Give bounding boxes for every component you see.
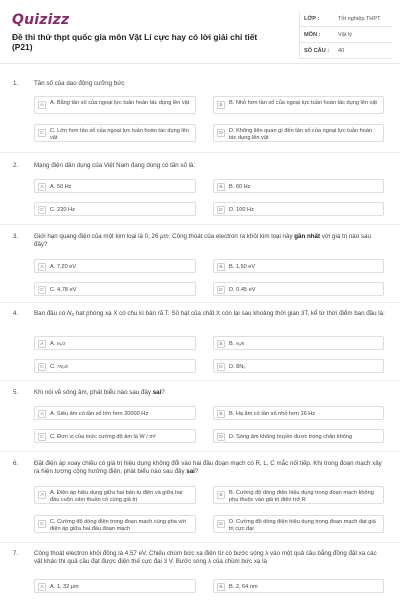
option-d[interactable] (213, 359, 384, 373)
question-text-part: ? (161, 389, 165, 396)
option-text: D. Không liên quan gì đến tần số của ngoại lực tuần hoàn tác dụng lên vật (229, 128, 373, 141)
header-divider (0, 63, 400, 64)
option-text: C. 220 Hz (50, 206, 75, 213)
page-title: Đề thi thử thpt quốc gia môn Vật Lí cực hay có lời giải chi tiết (P21) (12, 32, 258, 52)
meta-table (299, 11, 392, 59)
option-text: B. Nhỏ hơn tần số của ngoại lực tuần hoàn tác dụng lên vật (229, 100, 377, 106)
option-letter-box: D (217, 129, 225, 137)
meta-value: 40 (338, 47, 345, 54)
option-text: C. Cường độ dòng điện trong đoạn mạch cùng pha với điện áp giữa hai đầu đoạn mạch (50, 519, 187, 532)
unit-symbol: μm (70, 583, 79, 590)
emphasis-text: sai (186, 468, 195, 476)
option-text: B. Hạ âm có tần số nhỏ hơn 16 Hz (229, 410, 316, 417)
option-b[interactable] (213, 579, 384, 593)
option-text: C. Lớn hơn tần số của ngoại lực tuần hoàn tác dụng lên vật (50, 128, 189, 141)
option-letter-box: D (217, 433, 225, 441)
math-symbol: N₀ (67, 310, 75, 317)
option-c[interactable] (34, 202, 196, 216)
option-letter-box: A (38, 340, 46, 348)
option-letter-box: D (217, 520, 225, 528)
quizizz-logo: Quizizz (12, 12, 70, 28)
option-text: D. 100 Hz (229, 206, 254, 213)
question-divider (0, 380, 400, 381)
option-c[interactable] (34, 124, 196, 142)
meta-row-count (300, 43, 392, 59)
option-letter-box: A (38, 101, 46, 109)
question-text-part: ? (194, 468, 199, 476)
question-text (34, 233, 386, 250)
option-label: A. 1, 32 (50, 583, 70, 590)
option-letter-box: A (38, 183, 46, 191)
option-letter-box: B (217, 410, 225, 418)
option-text: B. 60 Hz (229, 183, 251, 190)
option-b[interactable] (213, 259, 384, 273)
option-text (229, 584, 379, 591)
option-a[interactable] (34, 579, 196, 593)
question-number: 2. (13, 162, 19, 169)
option-label: C. (50, 363, 56, 370)
option-letter-box: C (38, 286, 46, 294)
meta-row-subject (300, 27, 392, 43)
option-text: C. 4,78 eV (50, 286, 77, 293)
option-b[interactable] (213, 336, 384, 350)
option-letter-box: A (38, 491, 46, 499)
option-letter-box: B (217, 263, 225, 271)
option-text: B. Cường độ dòng điện hiệu dụng trong đoạn mạch không phụ thuộc vào giá trị điện trở R (229, 490, 374, 503)
option-d[interactable] (213, 515, 384, 533)
option-letter-box: C (38, 520, 46, 528)
question-text (34, 460, 386, 477)
option-d[interactable] (213, 202, 384, 216)
question-divider (0, 451, 400, 452)
option-text (50, 584, 191, 591)
option-c[interactable] (34, 359, 196, 373)
question-number: 7. (13, 550, 19, 557)
option-letter-box: D (217, 206, 225, 214)
unit-symbol: μm (160, 233, 169, 240)
option-text: D. Sóng âm không truyền được trong chân không (229, 433, 353, 440)
math-fraction: N₀/3 (56, 340, 66, 346)
question-number: 6. (13, 460, 19, 467)
option-label: B. (229, 340, 235, 347)
question-divider (0, 542, 400, 543)
question-text-part: Đặt điện áp xoay chiều có giá trị hiệu dụng không đổi vào hai đầu đoạn mạch có R, L, C mắc nối tiếp. Khi trong đoạn mạch xảy ra hiện tượng cộng hưởng điện, phát biểu nào sau đây (34, 460, 382, 476)
option-letter-box: D (217, 286, 225, 294)
option-a[interactable] (34, 336, 196, 350)
option-c[interactable] (34, 429, 196, 443)
option-c[interactable] (34, 282, 196, 296)
emphasis-text: gần nhất (294, 233, 321, 240)
question-number: 4. (13, 310, 19, 317)
option-d[interactable] (213, 429, 384, 443)
question-divider (0, 224, 400, 225)
option-text (50, 364, 191, 371)
question-text-part: Ban đầu có (34, 310, 68, 317)
question-text-part: Khi nói về sóng âm, phát biểu nào sau đây (34, 389, 153, 396)
meta-row-class (300, 11, 392, 27)
option-text: C. Đơn vị của mức cường độ âm là W / m² (50, 433, 156, 440)
option-text: B. 1,50 eV (229, 263, 256, 270)
math-fraction: 7N₀/8 (57, 363, 68, 369)
option-letter-box: B (217, 101, 225, 109)
question-text (34, 310, 386, 318)
question-text-part: Giới hạn quang điện của một kim loại là 0, 26 (34, 233, 161, 240)
option-text: D. 8N₀ (229, 363, 246, 370)
option-label: B. 2, 64 (229, 583, 249, 590)
question-number: 1. (13, 80, 19, 87)
meta-key: SỐ CÂU : (304, 47, 330, 54)
option-b[interactable] (213, 96, 384, 114)
question-text (34, 389, 386, 397)
option-text: A. 50 Hz (50, 183, 72, 190)
option-text: A. Bằng tần số của ngoại lực tuần hoàn tác dụng lên vật (50, 100, 190, 106)
option-label: A. (50, 340, 56, 347)
question-number: 5. (13, 389, 19, 396)
option-b[interactable] (213, 179, 384, 193)
option-text: A. Siêu âm có tần số lớn hơn 20000 Hz (50, 410, 149, 417)
option-b[interactable] (213, 406, 384, 420)
meta-key: LỚP : (304, 15, 320, 22)
question-text-part: hạt phóng xạ X có chu kì bán rã T. Số hạt của chất X còn lại sau khoảng thời gian 3T, kể từ thời điểm ban đầu là: (74, 310, 385, 317)
option-text: D. Cường độ dòng điện hiệu dụng trong đoạn mạch đạt giá trị cực đại (229, 519, 376, 532)
option-text: A. Điện áp hiệu dụng giữa hai bản tụ điện và giữa hai đầu cuộn cảm thuần có cùng giá trị (50, 490, 183, 503)
option-letter-box: A (38, 263, 46, 271)
option-a[interactable] (34, 259, 196, 273)
option-d[interactable] (213, 282, 384, 296)
option-letter-box: B (217, 183, 225, 191)
option-d[interactable] (213, 124, 384, 142)
unit-symbol: nm (249, 583, 258, 590)
emphasis-text: sai (152, 389, 162, 396)
option-letter-box: B (217, 491, 225, 499)
question-number: 3. (13, 233, 19, 240)
meta-value: Vật lý (338, 31, 352, 38)
option-letter-box: B (217, 583, 225, 591)
option-a[interactable] (34, 179, 196, 193)
option-text: A. 7,20 eV (50, 263, 77, 270)
question-divider (0, 302, 400, 303)
question-text: Mạng điện dân dụng của Việt Nam đang dùng có tần số là: (34, 162, 196, 169)
option-a[interactable] (34, 486, 196, 504)
option-letter-box: C (38, 363, 46, 371)
meta-value: Tốt nghiệp THPT (338, 15, 381, 22)
option-a[interactable] (34, 96, 196, 114)
option-letter-box: D (217, 363, 225, 371)
option-text: D. 0,45 eV (229, 286, 256, 293)
meta-key: MÔN : (304, 31, 321, 38)
question-text: Tần số của dao động cưỡng bức (34, 80, 125, 87)
option-text (50, 341, 191, 348)
option-letter-box: A (38, 583, 46, 591)
question-text-part: với giá trị nào sau đây? (34, 233, 371, 249)
option-letter-box: B (217, 340, 225, 348)
option-letter-box: C (38, 433, 46, 441)
option-letter-box: C (38, 206, 46, 214)
option-letter-box: C (38, 129, 46, 137)
question-text-part: . Công thoát của electron ra khỏi kim loại này (168, 233, 295, 240)
option-a[interactable] (34, 406, 196, 420)
option-letter-box: A (38, 410, 46, 418)
question-divider (0, 152, 400, 153)
option-b[interactable] (213, 486, 384, 504)
math-fraction: N₀/8 (235, 340, 245, 346)
question-text: Công thoát electron khỏi đồng là 4,57 eV. Chiếu chùm bức xạ điện từ có bước sóng λ vào một quả cầu bằng đồng đặt xa các vật khác thì quả cầu đạt được điện thế cực đại 3 V. Bước sóng λ của chùm bức xạ là (34, 550, 377, 566)
option-c[interactable] (34, 515, 196, 533)
option-text (229, 341, 379, 348)
